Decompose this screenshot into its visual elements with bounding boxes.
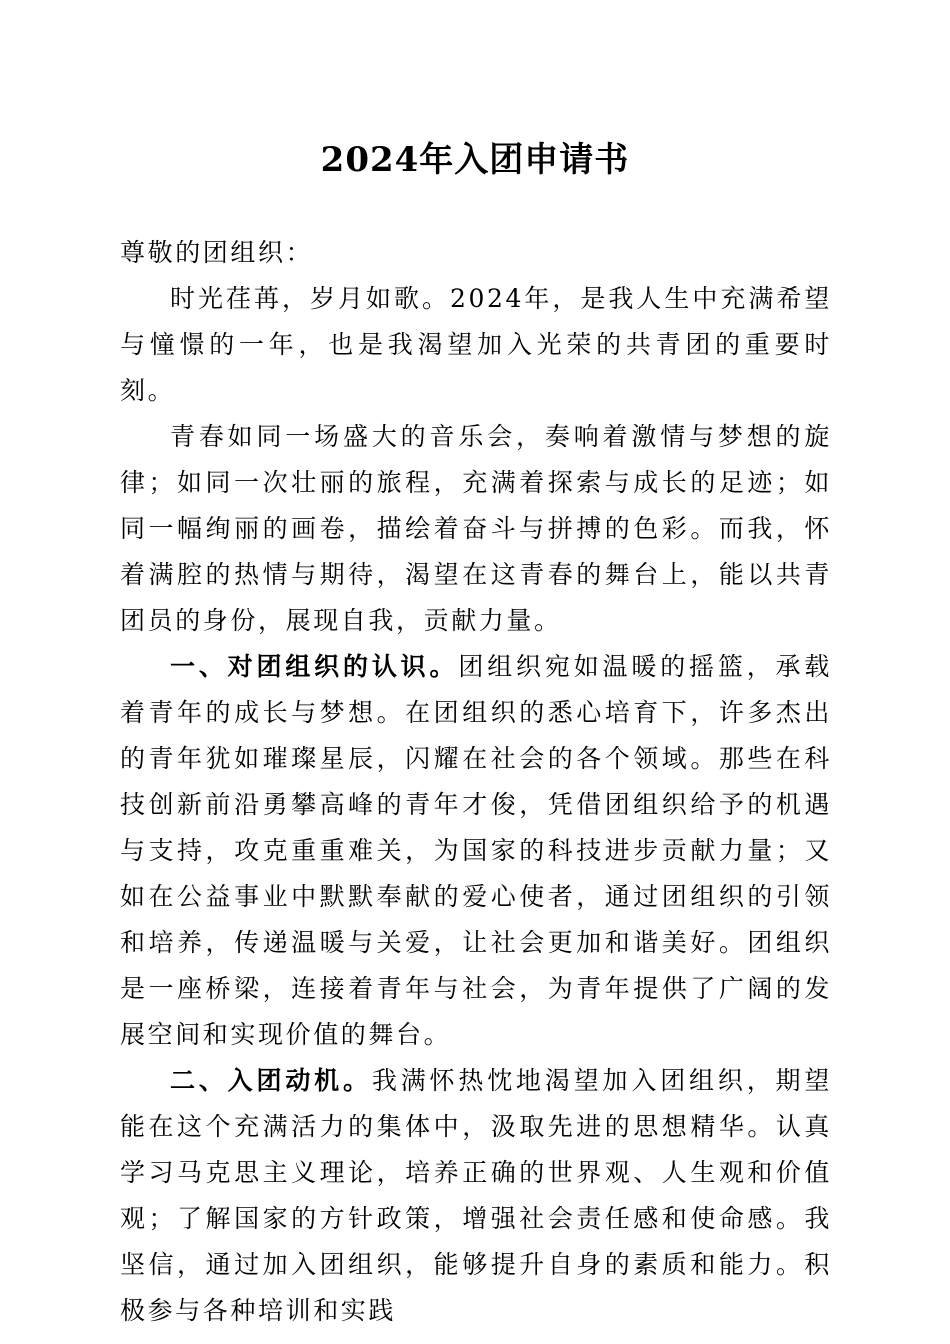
paragraph-text: 我满怀热忱地渴望加入团组织，期望能在这个充满活力的集体中，汲取先进的思想精华。认真学习马克思主义理论，培养正确的世界观、人生观和价值观；了解国家的方针政策，增强社会责任感和使命感。我坚信，通过加入团组织，能够提升自身的素质和能力。积极参与各种培训和实践 — [120, 1066, 832, 1325]
paragraph-text: 团组织宛如温暖的摇篮，承载着青年的成长与梦想。在团组织的悉心培育下，许多杰出的青年犹如璀璨星辰，闪耀在社会的各个领域。那些在科技创新前沿勇攀高峰的青年才俊，凭借团组织给予的机遇与支持，攻克重重难关，为国家的科技进步贡献力量；又如在公益事业中默默奉献的爱心使者，通过团组织的引领和培养，传递温暖与关爱，让社会更加和谐美好。团组织是一座桥梁，连接着青年与社会，为青年提供了广阔的发展空间和实现价值的舞台。 — [120, 652, 832, 1049]
paragraph-understanding — [120, 644, 832, 1058]
section-heading: 二、入团动机。 — [170, 1066, 372, 1095]
document-title: 2024年入团申请书 — [320, 140, 630, 180]
paragraph-intro — [120, 276, 832, 414]
paragraph-text: 青春如同一场盛大的音乐会，奏响着激情与梦想的旋律；如同一次壮丽的旅程，充满着探索与成长的足迹；如同一幅绚丽的画卷，描绘着奋斗与拼搏的色彩。而我，怀着满腔的热情与期待，渴望在这青春的舞台上，能以共青团员的身份，展现自我，贡献力量。 — [120, 422, 832, 635]
document-body — [120, 230, 832, 1334]
section-heading: 一、对团组织的认识。 — [170, 652, 459, 681]
paragraph-motivation — [120, 1058, 832, 1334]
paragraph-youth — [120, 414, 832, 644]
paragraph-text: 时光荏苒，岁月如歌。2024年，是我人生中充满希望与憧憬的一年，也是我渴望加入光荣的共青团的重要时刻。 — [120, 284, 832, 405]
salutation: 尊敬的团组织： — [120, 238, 314, 267]
